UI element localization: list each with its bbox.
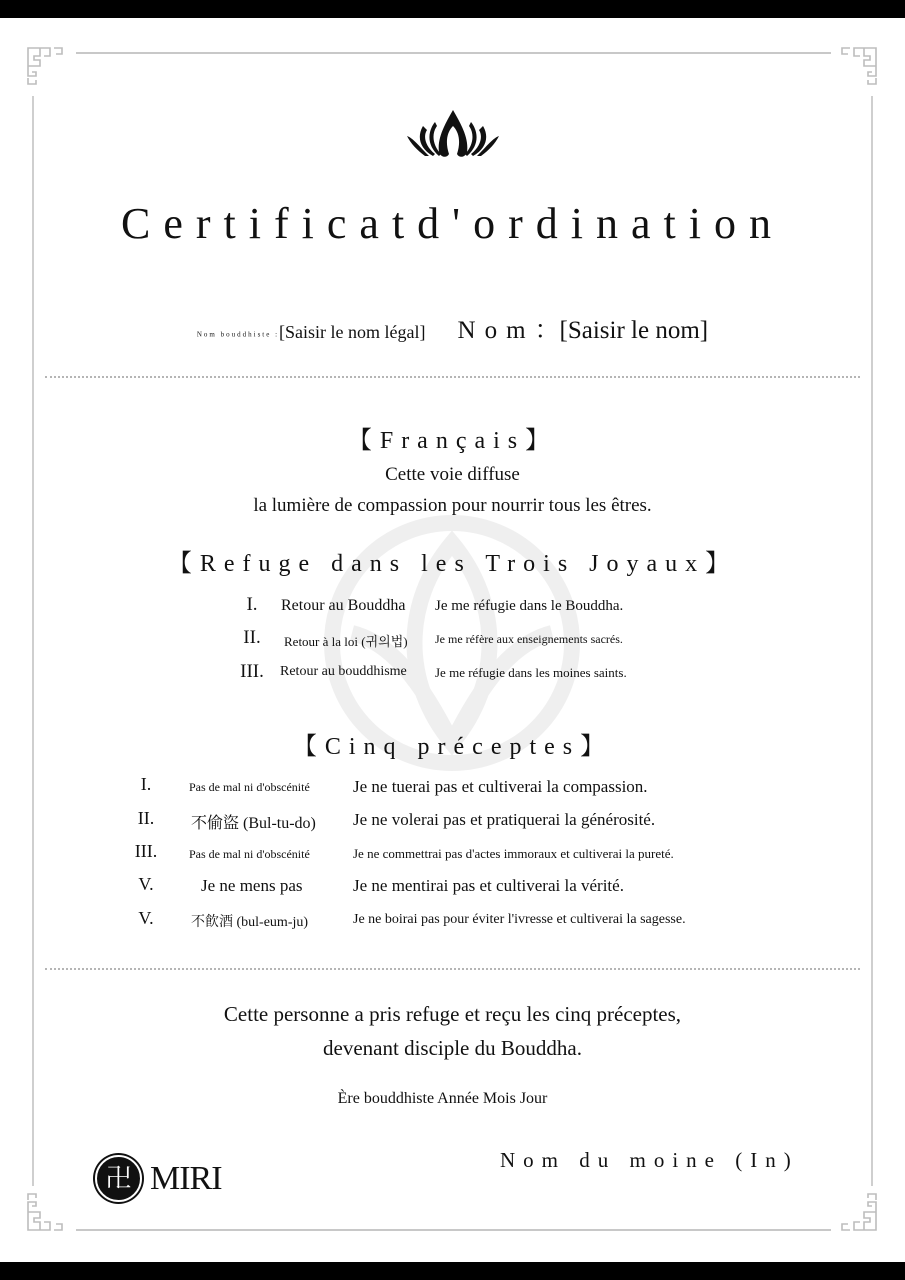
top-border-line — [76, 52, 831, 54]
francais-heading: 【Français】 — [347, 428, 558, 454]
monk-signature: Nom du moine (In) — [500, 1148, 799, 1172]
precept-text: Je ne commettrai pas d'actes immoraux et cultiverai la pureté. — [353, 846, 674, 861]
refuge-text: Je me réfère aux enseignements sacrés. — [435, 632, 623, 646]
corner-ornament-icon — [838, 1192, 878, 1232]
precept-name: Pas de mal ni d'obscénité — [189, 780, 310, 794]
lotus-icon — [405, 108, 501, 160]
closing-line-1: Cette personne a pris refuge et reçu les cinq préceptes, — [223, 1002, 682, 1026]
precept-number: II. — [137, 808, 155, 828]
refuge-number: I. — [246, 594, 258, 615]
precept-number: I. — [140, 774, 152, 794]
bottom-border-line — [76, 1229, 831, 1231]
precept-text: Je ne boirai pas pour éviter l'ivresse et cultiverai la sagesse. — [353, 912, 686, 927]
buddhist-name-label: Nom bouddhiste : — [196, 330, 280, 339]
divider — [45, 968, 860, 970]
precepts-heading: 【Cinq préceptes】 — [292, 734, 613, 760]
refuge-heading: 【Refuge dans les Trois Joyaux】 — [167, 551, 738, 577]
francais-line-2: la lumière de compassion pour nourrir tous les êtres. — [253, 495, 652, 516]
precept-number: V. — [138, 874, 154, 894]
refuge-text: Je me réfugie dans les moines saints. — [435, 665, 627, 680]
precept-number: V. — [138, 908, 154, 928]
precept-name: 不偷盜 (Bul-tu-do) — [191, 815, 316, 832]
certificate-title: Certificatd'ordination — [121, 199, 784, 248]
precept-number: III. — [134, 841, 158, 861]
closing-line-2: devenant disciple du Bouddha. — [323, 1036, 582, 1060]
corner-ornament-icon — [26, 1192, 66, 1232]
corner-ornament-icon — [26, 46, 66, 86]
precept-name: Pas de mal ni d'obscénité — [189, 847, 310, 861]
refuge-name: Retour à la loi (귀의법) — [284, 634, 408, 649]
precept-text: Je ne mentirai pas et cultiverai la vérité. — [353, 876, 624, 895]
date-line: Ère bouddhiste Année Mois Jour — [337, 1090, 548, 1107]
manji-icon: 卍 — [95, 1155, 142, 1202]
refuge-number: II. — [243, 627, 261, 648]
refuge-number: III. — [240, 661, 264, 682]
precept-name: Je ne mens pas — [201, 876, 303, 895]
precept-text: Je ne tuerai pas et cultiverai la compassion. — [353, 777, 648, 796]
miri-logo — [95, 1155, 222, 1202]
buddhist-name-field[interactable]: [Saisir le nom légal] — [279, 322, 426, 342]
certificate-page — [0, 18, 905, 1262]
corner-ornament-icon — [838, 46, 878, 86]
name-field[interactable]: ：[Saisir le nom] — [534, 317, 709, 344]
refuge-text: Je me réfugie dans le Bouddha. — [435, 598, 624, 614]
precept-name: 不飮酒 (bul-eum-ju) — [191, 915, 309, 930]
francais-line-1: Cette voie diffuse — [385, 464, 520, 485]
refuge-name: Retour au Bouddha — [281, 597, 406, 614]
precept-text: Je ne volerai pas et pratiquerai la générosité. — [353, 810, 656, 829]
refuge-name: Retour au bouddhisme — [280, 664, 407, 679]
names-row — [0, 310, 905, 346]
name-label: Nom — [457, 317, 535, 344]
divider — [45, 376, 860, 378]
logo-text: MIRI — [150, 1159, 222, 1197]
